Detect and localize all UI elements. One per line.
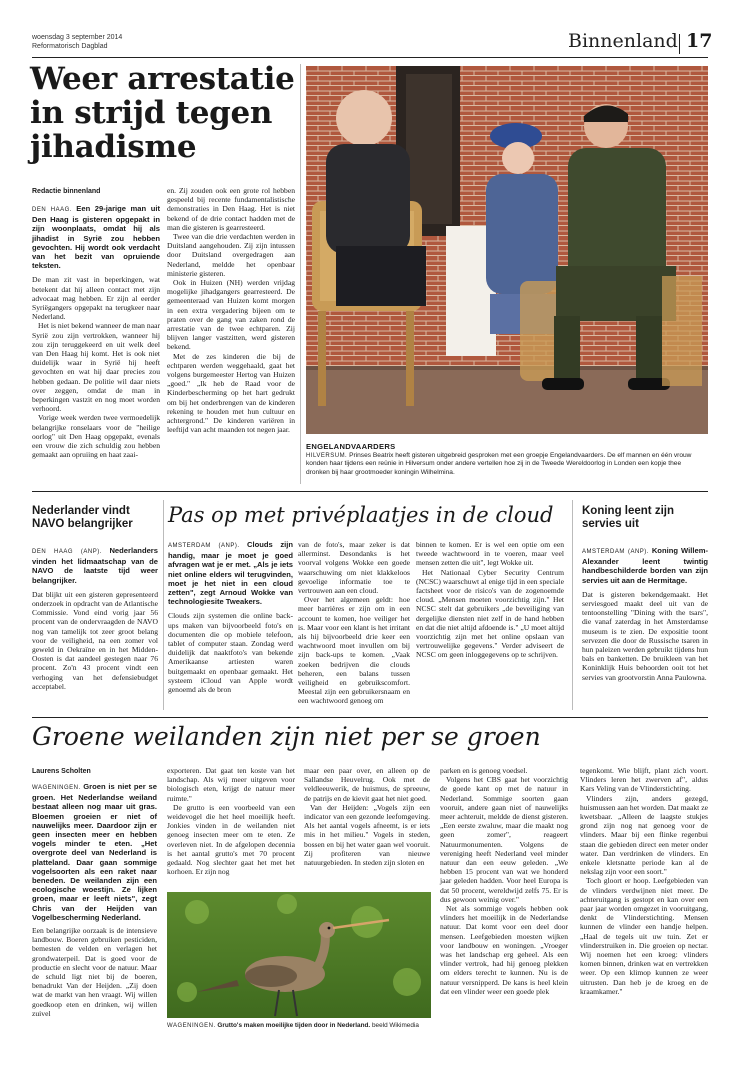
main-paragraph: Met de zes kinderen die bij de echtparen werden weggehaald, gaat het volgens burgemeester Hertog van Huizen „goed." „Ik heb de Raad voor de Kinderbescherming op het hart gedrukt om bij het onderbrengen van de kinderen rekening te houden met hun cultuur en achtergrond." De kinderen variëren in leeftijd van acht maanden tot negen jaar. xyxy=(167,351,295,435)
page-number: 17 xyxy=(686,30,713,52)
photo-caption-title: ENGELANDVAARDERS xyxy=(306,442,396,451)
koning-paragraph: Dat is gisteren bekendgemaakt. Het serviesgoed maakt deel uit van de tentoonstelling "Dining with the tsars", die vanaf zaterdag in het Amsterdamse museum is te zien. De expositie toont servezen die door de Russische tsaren in hun paleizen werden gebruikt tijdens hun bals en banketten. De bruikleen van het Koninklijk Huis behoorden ooit tot het servies van grootvorstin Anna Paulowna. xyxy=(582,589,708,682)
groen-col-3 xyxy=(304,766,430,867)
navo-headline: Nederlander vindt NAVO belangrijker xyxy=(32,505,133,530)
groen-headline: Groene weilanden zijn niet per se groen xyxy=(32,722,541,751)
main-paragraph: Twee van die drie verdachten werden in Duitsland aangehouden. Zij zijn intussen door Duitsland overgedragen aan Nederland, meldde het openbaar ministerie gisteren. xyxy=(167,232,295,278)
groen-paragraph: exporteren. Dat gaat ten koste van het landschap. Als wij meer uitgeven voor biologisch eten, krijgt de natuur meer ruimte." xyxy=(167,766,295,803)
groen-paragraph: Toch gloort er hoop. Leefgebieden van de vlinders verdwijnen niet meer. De achteruitgang is gestopt en kan over een paar jaar worden omgezet in vooruitgang, denkt de Vlinderstichting. Mensen kunnen de vlinder een handje helpen. „Haal de tegels uit uw tuin. Zet er vlinderstruiken in. Die groeien op nectar. Wij noemen het een kroeg: vlinders komen binnen, drinken wat en vertrekken weer. Op een klimop kunnen ze weer uitrusten. Dan heb je de kroeg en de kraamkamer." xyxy=(580,876,708,996)
cloud-col-3 xyxy=(416,540,564,660)
cloud-paragraph: Clouds zijn systemen die online back-ups maken van bijvoorbeeld foto's en documenten die op mobiele telefoon, tablet of computer staan. Zondag werd duidelijk dat naaktfoto's van bekende Amerikaanse artiesten waren buitgemaakt en openbaar gemaakt. Het systeem iCloud van Apple wordt genoemd als de bron xyxy=(168,611,293,695)
photo-illustration xyxy=(306,66,708,434)
groen-col-4 xyxy=(440,766,568,996)
main-col-2 xyxy=(167,186,295,434)
koning-body xyxy=(582,546,708,682)
main-paragraph: Vorige week werden twee vermoedelijk belangrijke ronselaars voor de "heilige oorlog" uit Den Haag opgepakt, evenals een vrouw die zich schuldig zou hebben gemaakt aan opruiing en haat zaai- xyxy=(32,413,160,460)
cloud-paragraph: Over het algemeen geldt: hoe meer barrières er zijn om in een account te komen, hoe veiliger het is. Maar voor een klant is het irritant als hij bijvoorbeeld drie keer een wachtwoord moet invullen om bij zijn back-ups te komen. „Vaak zoeken bedrijven die clouds beheren, een balans tussen veiligheid en gebruikscomfort. Meestal zijn een gebruikersnaam en een wachtwoord genoeg om xyxy=(298,595,410,706)
groen-lead: Groen is niet per se groen. Het Nederlandse weiland bestaat alleen nog maar uit gras. Bloemen groeien er niet of nauwelijks meer. Daardoor zijn er geen insecten meer en hebben vogels minder te eten. „Het overgrote deel van Nederland is platteland. Daar gaan sommige vogelsoorten als een raket naar beneden. De weilanden zijn een ecologische woestijn. Ze lijken groen, maar er leeft niets", zegt Chris van der Heijden van Vogelbescherming Nederland. xyxy=(32,782,157,922)
main-headline: Weer arrestatie in strijd tegen jihadisme xyxy=(30,61,295,165)
cloud-paragraph: Het Nationaal Cyber Security Centrum (NCSC) waarschuwt al enige tijd in een speciale factsheet voor de risico's van de zogenoemde cloud. „Mensen moeten voorzichtig zijn." Het NCSC stelt dat gebruikers „de beveiliging van dergelijke diensten niet zelf in de hand hebben en dat die niet altijd afdoende is." „U moet altijd voorzichtig zijn met het online opslaan van vertrouwelijke gegevens." Verder adviseert de NCSC om geen inloggegevens op te schrijven. xyxy=(416,567,564,660)
grutto-illustration xyxy=(167,892,431,1018)
masthead-rule xyxy=(32,57,708,58)
cloud-col-2 xyxy=(298,540,410,706)
main-lead: Een 29-jarige man uit Den Haag is gisteren opgepakt in zijn woonplaats, omdat hij als jihadist in Syrië zou hebben gevochten. Hij wordt ook verdacht van het bezit van opruiende teksten. xyxy=(32,204,160,271)
masthead-date: woensdag 3 september 2014 xyxy=(32,34,123,41)
main-paragraph: Ook in Huizen (NH) werden vrijdag mogelijke jihadgangers gearresteerd. De gemeenteraad van Huizen komt morgen in een extra vergadering bijeen om te praten over de gang van zaken rond de arrestatie van de twee echtparen. Zij blijven langer vastzitten, werd gisteren bekend. xyxy=(167,278,295,352)
section-rule-2 xyxy=(32,717,708,718)
groen-col-1 xyxy=(32,782,157,1018)
groen-col-5 xyxy=(580,766,708,996)
cloud-lead: Clouds zijn handig, maar je moet je goed afvragen wat je er met. „Als je iets niet online elders wil terugvinden, moet je het niet in een cloud zetten", zegt Arnoud Wokke van technologiesite Tweakers. xyxy=(168,540,293,607)
section-rule-1 xyxy=(32,491,708,492)
navo-divider xyxy=(163,500,164,710)
main-place: DEN HAAG. xyxy=(32,207,72,213)
main-col-1 xyxy=(32,204,160,459)
groen-paragraph: parken en is genoeg voedsel. xyxy=(440,766,528,775)
engelandvaarders-photo xyxy=(306,66,708,434)
masthead-paper: Reformatorisch Dagblad xyxy=(32,43,108,50)
section-title: Binnenland xyxy=(568,30,678,52)
groen-paragraph: Volgens het CBS gaat het voorzichtig de goede kant op met de natuur in Nederland. Sommige soorten gaan vooruit, andere gaan niet of nauwelijks meer achteruit, meldde de dienst gisteren. „Een eerste zwaluw, maar die maakt nog geen zomer", reageert Natuurmonumenten. Volgens de vereniging heeft Nederland veel minder natuur dan een eeuw geleden. „We hebben 15 procent van wat we honderd jaar geleden hadden. Voor heel Europa is dat 50 procent, wereldwijd zelfs 75. Er is dus gewoon weinig over." xyxy=(440,775,568,904)
groen-paragraph: De grutto is een voorbeeld van een weidevogel die het heel moeilijk heeft. Jonkies vinden in de weilanden niet genoeg insecten meer om te eten. Ze overleven niet. In de afgelopen decennia is het aantal grutto's met 70 procent gedaald. Nog slechter gaat het met het korhoen. Er zijn nog xyxy=(167,802,295,877)
cloud-divider xyxy=(572,500,573,710)
photo-caption xyxy=(306,452,706,477)
navo-place: DEN HAAG (ANP). xyxy=(32,549,102,555)
grutto-caption xyxy=(167,1022,432,1030)
cloud-paragraph: van de foto's, maar zeker is dat allerminst. Desondanks is het voorval volgens Wokke een goede waarschuwing om niet klakkeloos gevoelige informatie toe te vertrouwen aan een cloud. xyxy=(298,540,410,596)
navo-body xyxy=(32,546,158,691)
cloud-paragraph: binnen te komen. Er is wel een optie om een tweede wachtwoord in te voeren, maar veel mensen zetten die uit", legt Wokke uit. xyxy=(416,540,564,568)
groen-paragraph: Vlinders zijn, anders gezegd, huismussen aan het worden. Dat maakt ze kwetsbaar. „Alleen de laagste stukjes grond zijn nog nat genoeg voor de vlinders. Maar bij een flinke regenbui staan die gebieden direct een meter onder water. Dan verdrinken de vlinders. En enkele kletsnatte periode kan al de nekslag zijn voor een soort." xyxy=(580,793,708,877)
grutto-photo xyxy=(167,892,431,1018)
groen-col-2 xyxy=(167,766,295,876)
koning-lead: Koning Willem-Alexander leent twintig handbeschilderde borden van zijn servies uit aan de Hermitage. xyxy=(582,546,708,585)
main-paragraph: Het is niet bekend wanneer de man naar Syrië zou zijn vertrokken, wanneer hij zou zijn teruggekeerd en uit welk deel van Den Haag hij komt. Het is ook niet duidelijk waar in Syrië hij heeft gevochten en wat hij daar precies zou hebben gedaan. De politie wil daar niets over zeggen, omdat de man in beperkingen vastzit en nog moet worden verhoord. xyxy=(32,321,160,414)
groen-paragraph: tegenkomt. Wie blijft, plant zich voort. Vlinders leren het zwerven af", aldus Kars Veling van de Vlinderstichting. xyxy=(580,766,708,794)
groen-paragraph: Net als sommige vogels hebben ook vlinders het moeilijk in de Nederlandse natuur. Dat komt voor een deel door mensen. Leefgebieden moesten wijken voor landbouw en woningen. „Vroeger was het landschap erg geheel. Als een vlinder vertrok, had hij genoeg plekken om elders terecht te kunnen. Nu is de natuur versnipperd. De kans is heel klein dat een vlinder weer een goede plek xyxy=(440,904,568,996)
main-byline: Redactie binnenland xyxy=(32,188,101,195)
main-col-divider xyxy=(300,64,301,484)
cloud-col-1 xyxy=(168,540,293,694)
groen-place: WAGENINGEN. xyxy=(32,785,81,791)
photo-caption-place: HILVERSUM. xyxy=(306,453,348,459)
koning-place: AMSTERDAM (ANP). xyxy=(582,549,649,555)
main-paragraph: en. Zij zouden ook een grote rol hebben gespeeld bij recente fundamentalistische demonstraties in Den Haag. Het is niet bekend of de drie contact hadden met de man die gisteren is gearresteerd. xyxy=(167,186,295,232)
main-paragraph: De man zit vast in beperkingen, wat betekent dat hij alleen contact met zijn advocaat mag hebben. Er zijn al eerder Syriëgangers opgepakt na terugkeer naar Nederland. xyxy=(32,275,160,322)
grutto-caption-text: Grutto's maken moeilijke tijden door in Nederland. xyxy=(217,1022,371,1029)
navo-paragraph: Dat blijkt uit een gisteren gepresenteerd onderzoek in opdracht van de Atlantische Commissie. Vond eind vorig jaar 56 procent van de ondervraagden de NAVO nog van tamelijk tot zeer groot belang voor de veiligheid, na een zomer vol geweld in Oekraïne en in het Midden-Oosten is dat aandeel gestegen naar 76 procent. Zo'n 43 procent vindt een verhoging van het defensiebudget acceptabel. xyxy=(32,589,158,691)
masthead-separator xyxy=(679,34,680,54)
navo-lead: Nederlanders vinden het lidmaatschap van de NAVO de laatste tijd weer belangrijker. xyxy=(32,546,158,585)
koning-headline: Koning leent zijn servies uit xyxy=(582,505,674,530)
groen-byline: Laurens Scholten xyxy=(32,768,91,775)
groen-paragraph: maar een paar over, en alleen op de Sallandse Heuvelrug. Ook met de veldleeuwerik, de huismus, de spreeuw, de patrijs en de kievit gaat het niet goed. xyxy=(304,766,430,803)
cloud-headline: Pas op met privéplaatjes in de cloud xyxy=(168,503,554,527)
cloud-place: AMSTERDAM (ANP). xyxy=(168,543,240,549)
grutto-caption-credit: beeld Wikimedia xyxy=(371,1022,419,1029)
groen-paragraph: Een belangrijke oorzaak is de intensieve landbouw. Boeren gebruiken pesticiden, bemesten de velden en verlagen het grondwaterpeil. Dat is goed voor de productie en slecht voor de natuur. Maar de schuld ligt niet bij de boeren, benadrukt Van der Heijden. „Zij doen wat de markt van hen vraagt. Wij willen goedkoop eten en drinken, wij willen zuivel xyxy=(32,926,157,1018)
photo-caption-text: Prinses Beatrix heeft gisteren uitgebreid gesproken met een groepje Engelandvaarders. De elf mannen en één vrouw konden haar tijdens een reünie in Hilversum onder andere vertellen hoe zij in de Tweede Wereldoorlog in Londen een kopje thee dronken bij haar grootmoeder koningin Wilhelmina. xyxy=(306,452,692,476)
groen-paragraph: Van der Heijden: „Vogels zijn een indicator van een gezonde leefomgeving. Als het aantal vogels afneemt, is er iets mis in het milieu." Vogels in steden, bossen en bij het water gaan wel vooruit. Zij profiteren van nieuwe natuurgebieden. In steden zijn sloten en xyxy=(304,802,430,868)
grutto-caption-place: WAGENINGEN. xyxy=(167,1023,216,1029)
